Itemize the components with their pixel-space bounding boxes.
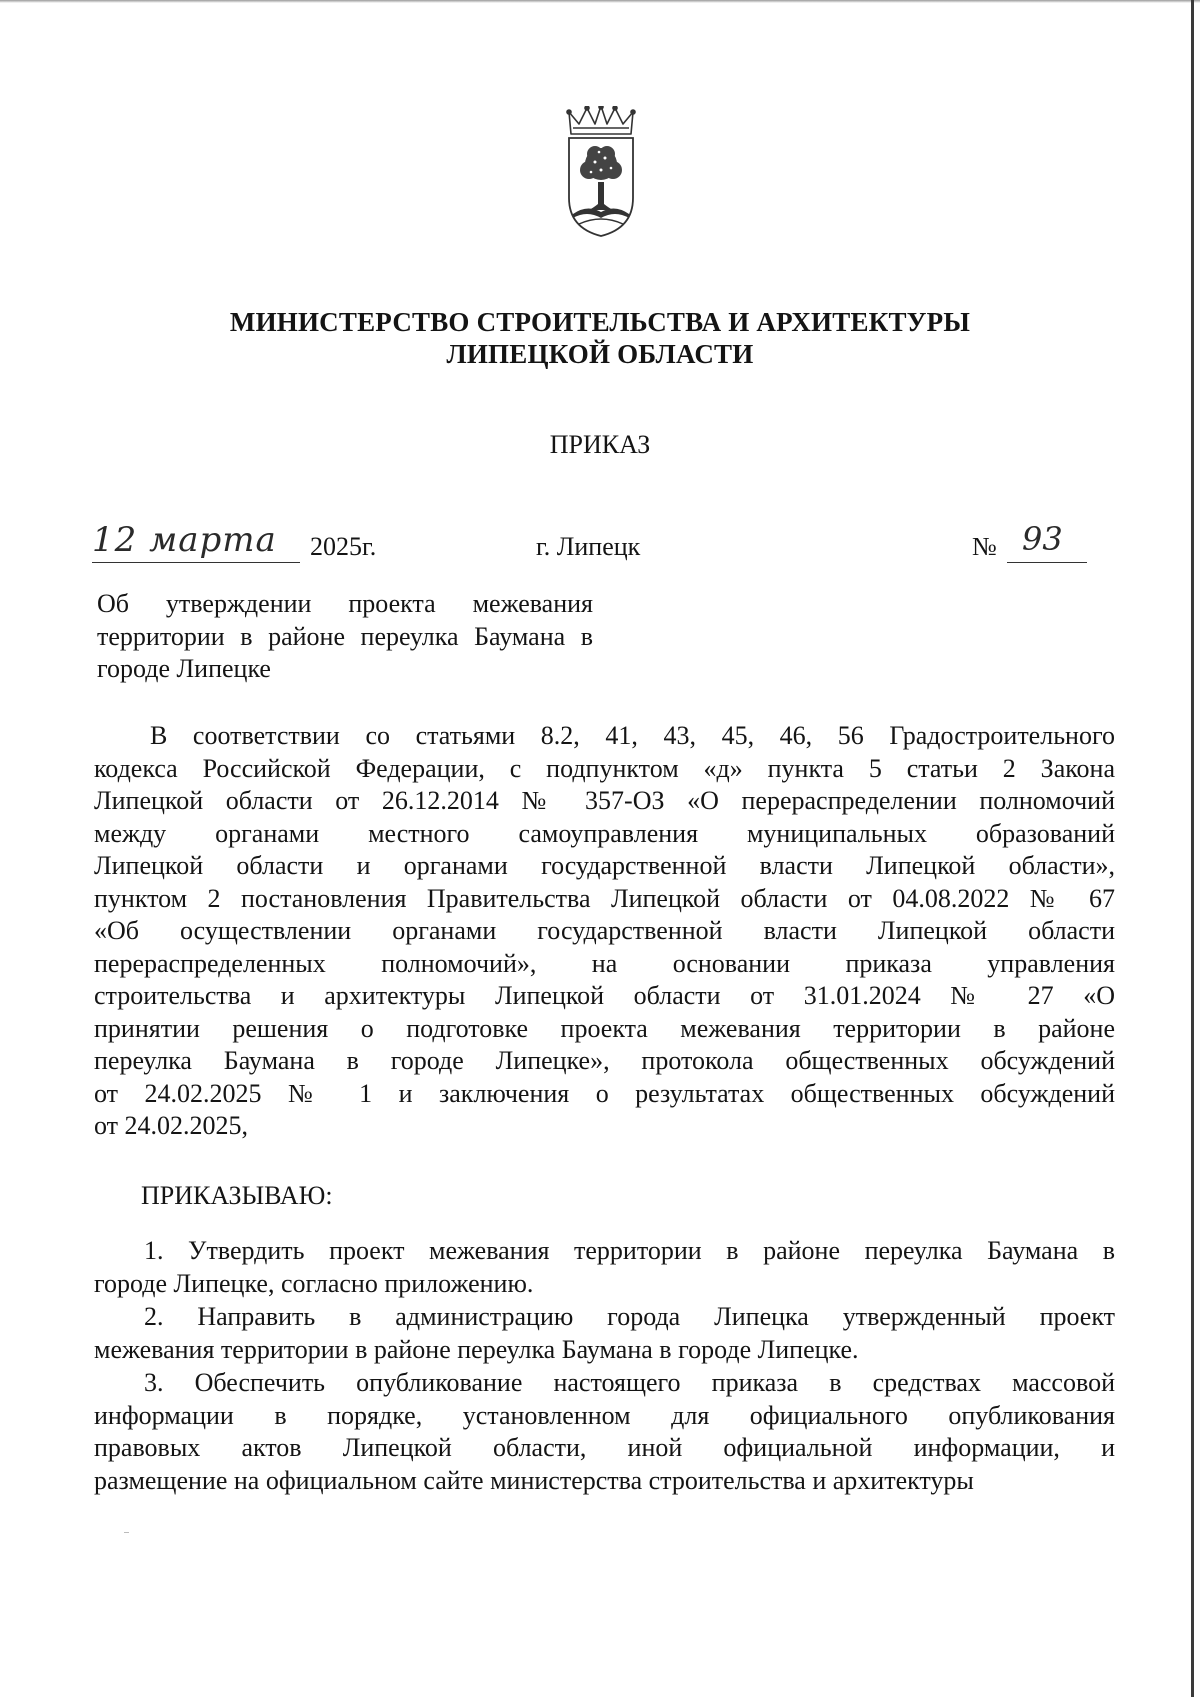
item-line: 1. Утвердить проект межевания территории в районе переулка Баумана в bbox=[144, 1236, 1115, 1265]
preamble-line: принятии решения о подготовке проекта межевания территории в районе bbox=[94, 1013, 1115, 1043]
handwritten-date: 12 марта bbox=[92, 520, 277, 560]
item-line: межевания территории в районе переулка Баумана в городе Липецке. bbox=[94, 1334, 859, 1364]
ministry-title-line-1: МИНИСТЕРСТВО СТРОИТЕЛЬСТВА И АРХИТЕКТУРЫ bbox=[229, 307, 971, 337]
order-item-3 bbox=[94, 1367, 1115, 1497]
scan-edge-right bbox=[1191, 0, 1194, 1697]
order-item-2 bbox=[94, 1301, 1115, 1366]
item-line: правовых актов Липецкой области, иной официальной информации, и bbox=[94, 1433, 1115, 1462]
item-line: 3. Обеспечить опубликование настоящего приказа в средствах массовой bbox=[144, 1368, 1115, 1397]
preamble-line: «Об осуществлении органами государственной власти Липецкой области bbox=[94, 916, 1115, 945]
date-underline bbox=[92, 562, 300, 563]
preamble-line: кодекса Российской Федерации, с подпунктом «д» пункта 5 статьи 2 Закона bbox=[94, 753, 1115, 783]
ministry-title-line-2: ЛИПЕЦКОЙ ОБЛАСТИ bbox=[446, 339, 754, 369]
date-year: 2025г. bbox=[310, 532, 377, 561]
preamble-line: Липецкой области от 26.12.2014 № 357-ОЗ «О перераспределении полномочий bbox=[94, 786, 1115, 815]
subject-line: городе Липецке bbox=[97, 654, 271, 683]
date-number-line bbox=[92, 520, 1092, 570]
preamble-line: пунктом 2 постановления Правительства Липецкой области от 04.08.2022 № 67 bbox=[94, 883, 1115, 913]
order-word: ПРИКАЗЫВАЮ: bbox=[141, 1181, 333, 1210]
preamble-line: от 24.02.2025 № 1 и заключения о результатах общественных обсуждений bbox=[94, 1078, 1115, 1108]
item-line: информации в порядке, установленном для официального опубликования bbox=[94, 1400, 1115, 1430]
scan-speck bbox=[124, 1532, 129, 1533]
document-type: ПРИКАЗ bbox=[549, 430, 651, 459]
scan-edge-top bbox=[0, 0, 1200, 3]
city: г. Липецк bbox=[536, 532, 641, 561]
ministry-title bbox=[100, 306, 1100, 370]
preamble-line: перераспределенных полномочий», на основании приказа управления bbox=[94, 948, 1115, 978]
preamble-line: от 24.02.2025, bbox=[94, 1111, 249, 1140]
handwritten-number: 93 bbox=[1022, 520, 1063, 558]
preamble-line: переулка Баумана в городе Липецке», протокола общественных обсуждений bbox=[94, 1046, 1115, 1075]
preamble bbox=[94, 720, 1115, 1143]
number-label: № bbox=[972, 532, 997, 561]
preamble-line: между органами местного самоуправления муниципальных образований bbox=[94, 818, 1115, 848]
order-subject bbox=[97, 588, 593, 686]
order-item-1 bbox=[94, 1235, 1115, 1300]
lipetsk-oblast-coat-of-arms-icon bbox=[563, 106, 639, 238]
preamble-line: Липецкой области и органами государственной власти Липецкой области», bbox=[94, 851, 1115, 880]
number-underline bbox=[1007, 562, 1087, 563]
item-line: размещение на официальном сайте министерства строительства и архитектуры bbox=[94, 1465, 974, 1495]
subject-line: Об утверждении проекта межевания bbox=[97, 589, 593, 618]
item-line: 2. Направить в администрацию города Липецка утвержденный проект bbox=[144, 1302, 1115, 1331]
subject-line: территории в районе переулка Баумана в bbox=[97, 621, 593, 651]
item-line: городе Липецке, согласно приложению. bbox=[94, 1268, 534, 1298]
preamble-line: В соответствии со статьями 8.2, 41, 43, 45, 46, 56 Градостроительного bbox=[150, 721, 1115, 750]
preamble-line: строительства и архитектуры Липецкой области от 31.01.2024 № 27 «О bbox=[94, 981, 1115, 1010]
